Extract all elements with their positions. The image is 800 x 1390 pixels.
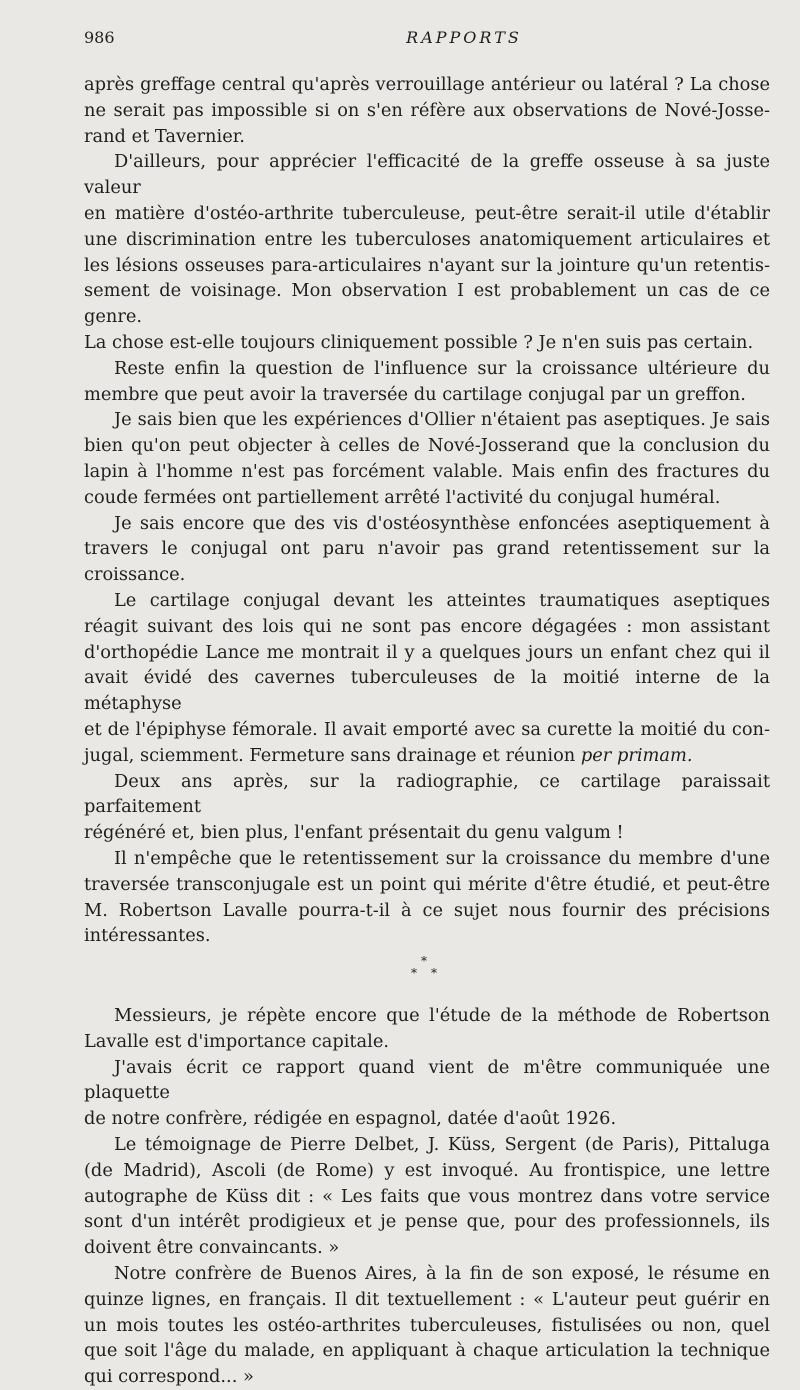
separator-star: * (431, 966, 437, 981)
text-line (84, 1029, 770, 1055)
text-line (84, 1209, 770, 1235)
line-text: rand et Tavernier. (84, 125, 245, 147)
line-text: un mois toutes les ostéo-arthrites tuberculeuses, fistulisées ou non, quel (84, 1314, 770, 1336)
text-line (84, 356, 770, 382)
line-text: doivent être convaincants. » (84, 1237, 340, 1259)
text-line (84, 1055, 770, 1107)
text-line (84, 536, 770, 562)
line-text: autographe de Küss dit : « Les faits que vous montrez dans votre service (84, 1185, 770, 1207)
text-line (84, 511, 770, 537)
text-line (84, 846, 770, 872)
text-line (84, 1235, 770, 1261)
section-two (84, 1003, 770, 1390)
line-text: Le témoignage de Pierre Delbet, J. Küss, Sergent (de Paris), Pittaluga (114, 1134, 770, 1156)
line-text: avait évidé des cavernes tuberculeuses de la moitié interne de la métaphyse (84, 667, 770, 715)
text-line (84, 743, 770, 769)
paragraph (84, 511, 770, 588)
text-line (84, 253, 770, 279)
text-line (84, 382, 770, 408)
paragraph (84, 1003, 770, 1055)
line-text: régénéré et, bien plus, l'enfant présentait du genu valgum ! (84, 822, 624, 844)
text-line (84, 201, 770, 227)
text-line (84, 1106, 770, 1132)
paragraph (84, 72, 770, 149)
article-body (84, 72, 770, 1390)
text-line (84, 1132, 770, 1158)
text-line (84, 1287, 770, 1313)
line-text: Lavalle est d'importance capitale. (84, 1030, 390, 1052)
text-line (84, 433, 770, 459)
text-line (84, 407, 770, 433)
line-text: Je sais bien que les expériences d'Ollier n'étaient pas aseptiques. Je sais (114, 409, 770, 431)
line-text: Notre confrère de Buenos Aires, à la fin de son exposé, le résume en (114, 1263, 770, 1285)
line-text: membre que peut avoir la traversée du cartilage conjugal par un greffon. (84, 383, 746, 405)
running-title: RAPPORTS (406, 28, 522, 47)
paragraph (84, 149, 770, 355)
paragraph (84, 769, 770, 846)
line-text: une discrimination entre les tuberculoses anatomiquement articulaires et (84, 228, 770, 250)
line-text: Il n'empêche que le retentissement sur la croissance du membre d'une (114, 847, 770, 869)
text-line (84, 227, 770, 253)
line-text: de notre confrère, rédigée en espagnol, datée d'août 1926. (84, 1108, 617, 1130)
text-line (84, 278, 770, 330)
line-text: coude fermées ont partiellement arrêté l'activité du conjugal huméral. (84, 486, 721, 508)
line-text: d'orthopédie Lance me montrait il y a quelques jours un enfant chez qui il (84, 641, 770, 663)
text-line (84, 665, 770, 717)
line-text: D'ailleurs, pour apprécier l'efficacité de la greffe osseuse à sa juste valeur (84, 151, 770, 199)
text-line (84, 1313, 770, 1339)
line-text: J'avais écrit ce rapport quand vient de m'être communiquée une plaquette (84, 1056, 770, 1104)
text-line (84, 769, 770, 821)
text-line (84, 1158, 770, 1184)
line-text: Deux ans après, sur la radiographie, ce cartilage paraissait parfaitement (84, 770, 770, 818)
text-line (84, 898, 770, 924)
separator-star: * (421, 954, 427, 969)
text-line (84, 124, 770, 150)
line-text: ne serait pas impossible si on s'en réfère aux observations de Nové-Josse- (84, 99, 770, 121)
line-text: quinze lignes, en français. Il dit textuellement : « L'auteur peut guérir en (84, 1288, 770, 1310)
text-line (84, 640, 770, 666)
page-number: 986 (84, 28, 115, 47)
text-line (84, 330, 770, 356)
line-text: sement de voisinage. Mon observation I est probablement un cas de ce genre. (84, 280, 770, 328)
text-line (84, 614, 770, 640)
text-line (84, 1003, 770, 1029)
section-one (84, 72, 770, 949)
paragraph (84, 1055, 770, 1132)
line-text: après greffage central qu'après verrouillage antérieur ou latéral ? La chose (84, 74, 770, 95)
line-text: les lésions osseuses para-articulaires n'ayant sur la jointure qu'un retentis- (84, 254, 770, 276)
line-text: Reste enfin la question de l'influence sur la croissance ultérieure du (114, 357, 770, 379)
text-line (84, 1338, 770, 1364)
text-line (84, 485, 770, 511)
line-text: Le cartilage conjugal devant les atteintes traumatiques aseptiques (114, 589, 770, 611)
text-line (84, 923, 770, 949)
text-line (84, 98, 770, 124)
italic-phrase: per primam. (580, 744, 693, 766)
line-text: que soit l'âge du malade, en appliquant à chaque articulation la technique (84, 1340, 770, 1362)
line-text: en matière d'ostéo-arthrite tuberculeuse, peut-être serait-il utile d'établir (84, 202, 770, 224)
text-line (84, 1261, 770, 1287)
line-text: lapin à l'homme n'est pas forcément valable. Mais enfin des fractures du (84, 460, 770, 482)
text-line (84, 872, 770, 898)
separator-star: * (411, 966, 417, 981)
line-text: La chose est-elle toujours cliniquement possible ? Je n'en suis pas certain. (84, 331, 754, 353)
line-text: traversée transconjugale est un point qui mérite d'être étudié, et peut-être (84, 873, 770, 895)
line-text: Je sais encore que des vis d'ostéosynthèse enfoncées aseptiquement à (114, 512, 770, 534)
text-line (84, 717, 770, 743)
text-line (84, 562, 770, 588)
text-line (84, 820, 770, 846)
line-text: Messieurs, je répète encore que l'étude de la méthode de Robertson (114, 1005, 770, 1027)
text-line (84, 588, 770, 614)
section-separator (84, 953, 770, 1003)
text-line (84, 459, 770, 485)
text-line (84, 149, 770, 201)
paragraph (84, 846, 770, 949)
text-line (84, 1184, 770, 1210)
line-text: et de l'épiphyse fémorale. Il avait emporté avec sa curette la moitié du con- (84, 718, 770, 740)
line-text: sont d'un intérêt prodigieux et je pense que, pour des professionnels, ils (84, 1211, 770, 1233)
line-text: jugal, sciemment. Fermeture sans drainage et réunion (84, 744, 581, 766)
line-text: bien qu'on peut objecter à celles de Nové-Josserand que la conclusion du (84, 435, 770, 457)
line-text: croissance. (84, 564, 186, 586)
page-header (84, 28, 770, 52)
paragraph (84, 1261, 770, 1390)
line-text: (de Madrid), Ascoli (de Rome) y est invoqué. Au frontispice, une lettre (84, 1159, 770, 1181)
paragraph (84, 407, 770, 510)
paragraph (84, 1132, 770, 1261)
line-text: qui correspond... » (84, 1366, 254, 1388)
line-text: intéressantes. (84, 925, 211, 947)
line-text: travers le conjugal ont paru n'avoir pas grand retentissement sur la (84, 538, 770, 560)
text-line (84, 1364, 770, 1390)
text-line (84, 72, 770, 98)
line-text: M. Robertson Lavalle pourra-t-il à ce sujet nous fournir des précisions (84, 899, 770, 921)
paragraph (84, 356, 770, 408)
line-text: réagit suivant des lois qui ne sont pas encore dégagées : mon assistant (84, 615, 770, 637)
paragraph (84, 588, 770, 769)
